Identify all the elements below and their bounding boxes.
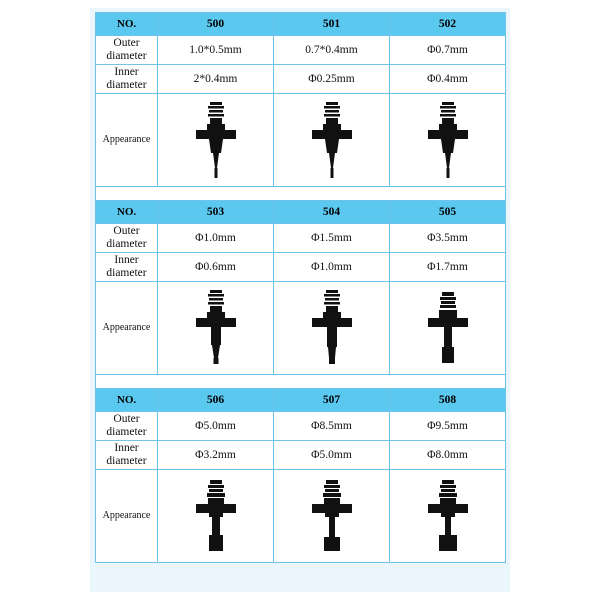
- row-label-no: NO.: [96, 201, 158, 224]
- cell-inner-diameter: Φ1.0mm: [274, 253, 390, 282]
- cell-no: 501: [274, 13, 390, 36]
- row-label-inner-diameter: Inner diameter: [96, 441, 158, 470]
- nozzle-image-wide: [304, 474, 360, 558]
- table-row-outer-diameter: [96, 412, 506, 441]
- cell-no: 500: [158, 13, 274, 36]
- cell-outer-diameter: Φ0.7mm: [390, 36, 506, 65]
- cell-appearance: [274, 282, 390, 375]
- cell-outer-diameter: Φ5.0mm: [158, 412, 274, 441]
- row-label-outer-diameter: Outer diameter: [96, 36, 158, 65]
- table-row-outer-diameter: [96, 36, 506, 65]
- cell-appearance: [274, 470, 390, 563]
- cell-no: 502: [390, 13, 506, 36]
- table-row-header: [96, 13, 506, 36]
- nozzle-image-medium: [420, 286, 476, 370]
- cell-appearance: [390, 282, 506, 375]
- cell-appearance: [390, 94, 506, 187]
- table-row-inner-diameter: [96, 253, 506, 282]
- nozzle-spec-table: [95, 12, 506, 563]
- block-separator: [96, 187, 506, 201]
- block-separator: [96, 375, 506, 389]
- cell-outer-diameter: 0.7*0.4mm: [274, 36, 390, 65]
- cell-no: 507: [274, 389, 390, 412]
- cell-inner-diameter: Φ0.25mm: [274, 65, 390, 94]
- row-label-appearance: Appearance: [96, 94, 158, 187]
- table-row-appearance: [96, 94, 506, 187]
- row-label-inner-diameter: Inner diameter: [96, 65, 158, 94]
- cell-no: 506: [158, 389, 274, 412]
- cell-outer-diameter: Φ8.5mm: [274, 412, 390, 441]
- cell-outer-diameter: Φ1.5mm: [274, 224, 390, 253]
- cell-inner-diameter: Φ8.0mm: [390, 441, 506, 470]
- cell-appearance: [158, 282, 274, 375]
- table-row-header: [96, 201, 506, 224]
- row-label-appearance: Appearance: [96, 282, 158, 375]
- cell-inner-diameter: Φ0.6mm: [158, 253, 274, 282]
- cell-no: 505: [390, 201, 506, 224]
- cell-outer-diameter: Φ3.5mm: [390, 224, 506, 253]
- nozzle-image-medium: [304, 286, 360, 370]
- nozzle-image-medium: [188, 286, 244, 370]
- cell-appearance: [158, 470, 274, 563]
- row-label-outer-diameter: Outer diameter: [96, 224, 158, 253]
- nozzle-image-fine: [304, 98, 360, 182]
- nozzle-image-wide: [188, 474, 244, 558]
- nozzle-image-wide: [420, 474, 476, 558]
- cell-no: 508: [390, 389, 506, 412]
- nozzle-image-fine: [188, 98, 244, 182]
- table-row-header: [96, 389, 506, 412]
- cell-no: 503: [158, 201, 274, 224]
- cell-no: 504: [274, 201, 390, 224]
- cell-inner-diameter: Φ0.4mm: [390, 65, 506, 94]
- cell-appearance: [158, 94, 274, 187]
- table-row-appearance: [96, 282, 506, 375]
- cell-inner-diameter: 2*0.4mm: [158, 65, 274, 94]
- table-row-appearance: [96, 470, 506, 563]
- cell-inner-diameter: Φ3.2mm: [158, 441, 274, 470]
- nozzle-image-fine: [420, 98, 476, 182]
- cell-appearance: [390, 470, 506, 563]
- row-label-no: NO.: [96, 389, 158, 412]
- cell-outer-diameter: Φ9.5mm: [390, 412, 506, 441]
- cell-outer-diameter: Φ1.0mm: [158, 224, 274, 253]
- row-label-inner-diameter: Inner diameter: [96, 253, 158, 282]
- table-row-outer-diameter: [96, 224, 506, 253]
- cell-inner-diameter: Φ1.7mm: [390, 253, 506, 282]
- cell-appearance: [274, 94, 390, 187]
- cell-outer-diameter: 1.0*0.5mm: [158, 36, 274, 65]
- table-row-inner-diameter: [96, 65, 506, 94]
- row-label-appearance: Appearance: [96, 470, 158, 563]
- row-label-no: NO.: [96, 13, 158, 36]
- row-label-outer-diameter: Outer diameter: [96, 412, 158, 441]
- table-row-inner-diameter: [96, 441, 506, 470]
- cell-inner-diameter: Φ5.0mm: [274, 441, 390, 470]
